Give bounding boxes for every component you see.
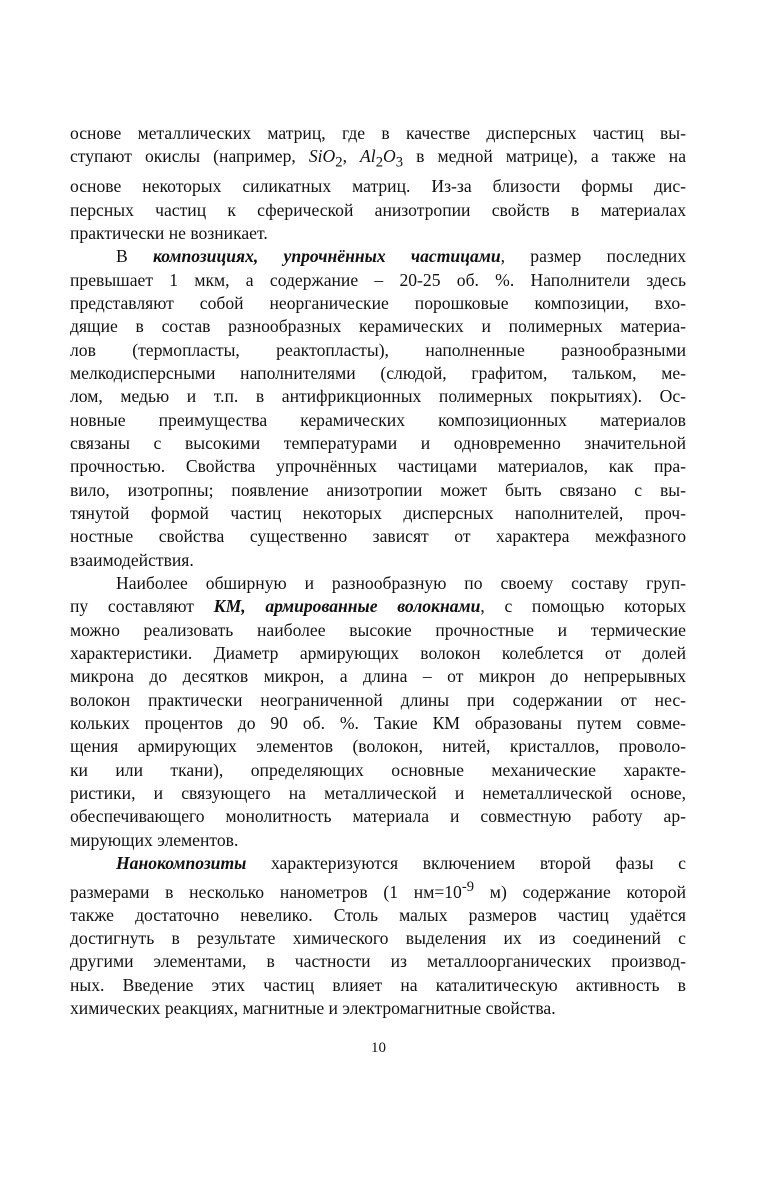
text-run: характеризуются включением второй фазы с bbox=[246, 853, 686, 874]
text-run: , bbox=[342, 146, 361, 167]
text-line bbox=[70, 175, 686, 198]
line-text: достигнуть в результате химического выделения их из соединений с bbox=[70, 928, 686, 949]
text-line bbox=[70, 479, 686, 502]
text-line bbox=[70, 385, 686, 408]
line-text: превышает 1 мкм, а содержание – 20-25 об. %. Наполнители здесь bbox=[70, 269, 686, 290]
emphasized-term: Нанокомпозиты bbox=[116, 853, 247, 874]
line-text: связаны с высокими температурами и одновременно значительной bbox=[70, 432, 686, 453]
text-line bbox=[70, 619, 686, 642]
line-text: химических реакциях, магнитные и электромагнитные свойства. bbox=[70, 998, 556, 1019]
line-text: кольких процентов до 90 об. %. Такие КМ образованы путем совме- bbox=[70, 713, 686, 734]
line-text: характеристики. Диаметр армирующих волокон колеблется от долей bbox=[70, 643, 686, 664]
text-line bbox=[70, 997, 686, 1020]
text-line bbox=[70, 712, 686, 735]
line-text: волокон практически неограниченной длины при содержании от нес- bbox=[70, 689, 686, 710]
line-text: мелкодисперсными наполнителями (слюдой, графитом, тальком, ме- bbox=[70, 362, 686, 383]
line-text: новные преимущества керамических композиционных материалов bbox=[70, 409, 686, 430]
text-line bbox=[70, 974, 686, 997]
text-line bbox=[70, 876, 686, 904]
text-line bbox=[70, 339, 686, 362]
text-line bbox=[70, 782, 686, 805]
line-text: Наиболее обширную и разнообразную по своему составу груп- bbox=[116, 573, 686, 594]
text-line bbox=[70, 432, 686, 455]
formula-sio2: SiO bbox=[308, 146, 336, 167]
text-run: В bbox=[116, 246, 154, 267]
text-line bbox=[70, 455, 686, 478]
line-text: обеспечивающего монолитность материала и совместную работу ар- bbox=[70, 806, 686, 827]
line-text: ных. Введение этих частиц влияет на каталитическую активность в bbox=[70, 974, 686, 995]
text-run: , с помощью которых bbox=[480, 596, 687, 617]
line-text: основе металлических матриц, где в качестве дисперсных частиц вы- bbox=[70, 123, 686, 143]
formula-al2o3: O bbox=[383, 146, 396, 167]
text-run: , размер последних bbox=[500, 246, 686, 267]
text-line bbox=[70, 852, 686, 875]
line-text: лом, медью и т.п. в антифрикционных полимерных покрытиях). Ос- bbox=[70, 386, 686, 407]
formula-subscript: 2 bbox=[375, 154, 384, 171]
exponent: -9 bbox=[461, 878, 475, 895]
text-line bbox=[70, 502, 686, 525]
text-line bbox=[70, 805, 686, 828]
text-line bbox=[70, 199, 686, 222]
body-text bbox=[70, 122, 686, 1020]
text-line bbox=[70, 222, 686, 245]
text-line bbox=[70, 292, 686, 315]
line-text: щения армирующих элементов (волокон, нитей, кристаллов, проволо- bbox=[70, 736, 686, 757]
line-text: ностные свойства существенно зависят от характера межфазного bbox=[70, 526, 686, 547]
line-text: другими элементами, в частности из металлоорганических производ- bbox=[70, 951, 686, 972]
line-text: представляют собой неорганические порошковые композиции, вхо- bbox=[70, 292, 686, 313]
line-text: дящие в состав разнообразных керамических и полимерных материа- bbox=[70, 316, 686, 337]
line-text: тянутой формой частиц некоторых дисперсных наполнителей, проч- bbox=[70, 503, 686, 524]
line-text: прочностью. Свойства упрочнённых частицами материалов, как пра- bbox=[70, 456, 686, 477]
line-text: можно реализовать наиболее высокие прочностные и термические bbox=[70, 619, 686, 640]
text-line bbox=[70, 269, 686, 292]
line-text: ки или ткани), определяющих основные механические характе- bbox=[70, 759, 686, 780]
line-text: мирующих элементов. bbox=[70, 829, 239, 850]
line-text: вило, изотропны; появление анизотропии может быть связано с вы- bbox=[70, 479, 686, 500]
line-text: также достаточно невелико. Столь малых размеров частиц удаётся bbox=[70, 904, 686, 925]
text-run: м) содержание которой bbox=[474, 881, 686, 902]
text-line bbox=[70, 642, 686, 665]
line-text: взаимодействия. bbox=[70, 549, 194, 570]
text-run: в медной матрице), а также на bbox=[403, 146, 687, 167]
line-text: персных частиц к сферической анизотропии свойств в материалах bbox=[70, 199, 686, 220]
text-line bbox=[70, 549, 686, 572]
text-line bbox=[70, 315, 686, 338]
text-run: ступают окислы (например, bbox=[70, 146, 309, 167]
line-text: ристики, и связующего на металлической и неметаллической основе, bbox=[70, 783, 686, 804]
formula-subscript: 3 bbox=[395, 154, 404, 171]
text-line bbox=[70, 927, 686, 950]
emphasized-term: композициях, упрочнённых частицами bbox=[153, 246, 501, 267]
text-line bbox=[70, 245, 686, 268]
text-line bbox=[70, 950, 686, 973]
text-line bbox=[70, 122, 686, 145]
text-run: пу составляют bbox=[70, 596, 214, 617]
text-line bbox=[70, 595, 686, 618]
text-line bbox=[70, 904, 686, 927]
emphasized-term: КМ, армированные волокнами bbox=[213, 596, 481, 617]
text-line bbox=[70, 759, 686, 782]
text-line bbox=[70, 145, 686, 175]
formula-al2o3: Al bbox=[360, 146, 376, 167]
formula-subscript: 2 bbox=[335, 154, 343, 171]
text-line bbox=[70, 735, 686, 758]
text-line bbox=[70, 572, 686, 595]
text-line bbox=[70, 665, 686, 688]
text-line bbox=[70, 829, 686, 852]
line-text: микрона до десятков микрон, а длина – от микрон до непрерывных bbox=[70, 666, 686, 687]
page-number: 10 bbox=[371, 1040, 386, 1056]
text-line bbox=[70, 362, 686, 385]
line-text: лов (термопласты, реактопласты), наполненные разнообразными bbox=[70, 339, 686, 360]
line-text: практически не возникает. bbox=[70, 222, 268, 243]
text-run: размерами в несколько нанометров (1 нм=10 bbox=[70, 881, 462, 902]
text-line bbox=[70, 525, 686, 548]
text-line bbox=[70, 409, 686, 432]
line-text: основе некоторых силикатных матриц. Из-за близости формы дис- bbox=[70, 176, 686, 197]
text-line bbox=[70, 689, 686, 712]
